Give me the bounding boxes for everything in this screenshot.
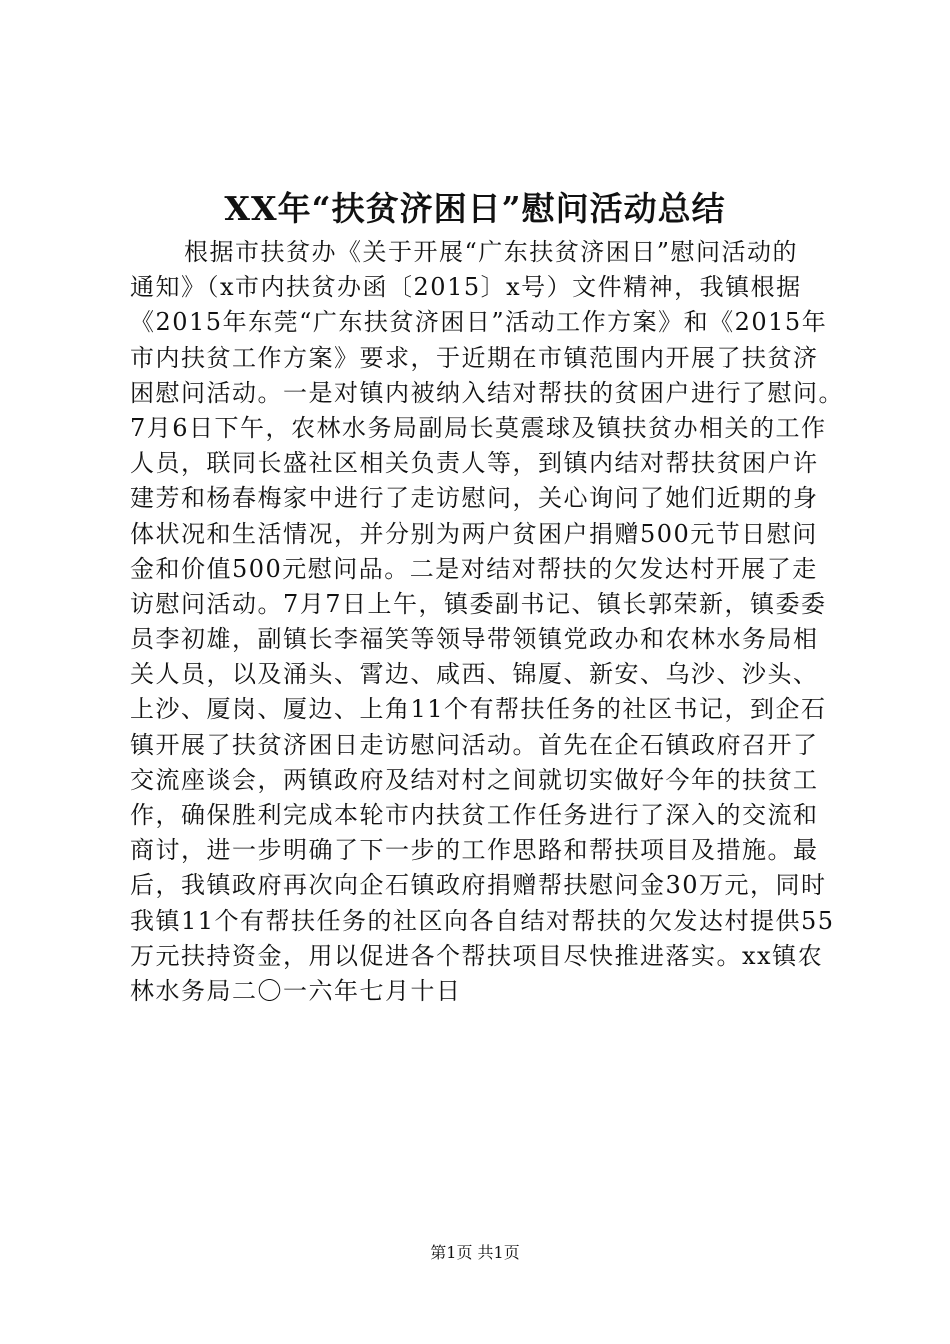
- body-line: 建芳和杨春梅家中进行了走访慰问，关心询问了她们近期的身: [130, 484, 819, 513]
- body-line: 市内扶贫工作方案》要求，于近期在市镇范围内开展了扶贫济: [130, 343, 819, 372]
- body-line: 根据市扶贫办《关于开展“广东扶贫济困日”慰问活动的: [184, 238, 799, 266]
- body-line: 《2015年东莞“广东扶贫济困日”活动工作方案》和《2015年: [130, 308, 828, 337]
- body-line: 镇开展了扶贫济困日走访慰问活动。首先在企石镇政府召开了: [130, 730, 819, 759]
- body-line: 后，我镇政府再次向企石镇政府捐赠帮扶慰问金30万元，同时: [130, 871, 827, 900]
- body-line: 人员，联同长盛社区相关负责人等，到镇内结对帮扶贫困户许: [130, 449, 819, 478]
- body-line: 困慰问活动。一是对镇内被纳入结对帮扶的贫困户进行了慰问。: [130, 378, 844, 407]
- body-line: 7月6日下午，农林水务局副局长莫震球及镇扶贫办相关的工作: [130, 413, 827, 442]
- body-line: 员李初雄，副镇长李福笑等领导带领镇党政办和农林水务局相: [130, 625, 819, 654]
- body-line: 商讨，进一步明确了下一步的工作思路和帮扶项目及措施。最: [130, 836, 819, 865]
- body-line: 作，确保胜利完成本轮市内扶贫工作任务进行了深入的交流和: [130, 801, 819, 829]
- body-line: 交流座谈会，两镇政府及结对村之间就切实做好今年的扶贫工: [130, 765, 819, 794]
- body-line: 上沙、厦岗、厦边、上角11个有帮扶任务的社区书记，到企石: [130, 695, 827, 724]
- body-line: 体状况和生活情况，并分别为两户贫困户捐赠500元节日慰问: [130, 519, 818, 548]
- body-line: 我镇11个有帮扶任务的社区向各自结对帮扶的欠发达村提供55: [130, 906, 835, 935]
- document-body: [130, 235, 850, 1009]
- body-line: 访慰问活动。7月7日上午，镇委副书记、镇长郭荣新，镇委委: [130, 589, 827, 618]
- body-line: 万元扶持资金，用以促进各个帮扶项目尽快推进落实。xx镇农: [130, 941, 824, 970]
- body-line: 金和价值500元慰问品。二是对结对帮扶的欠发达村开展了走: [130, 554, 818, 583]
- body-line: 关人员，以及涌头、霄边、咸西、锦厦、新安、乌沙、沙头、: [130, 660, 819, 689]
- page-number-footer: 第1页 共1页: [430, 1243, 520, 1262]
- document-title: XX年“扶贫济困日”慰问活动总结: [224, 189, 726, 228]
- body-line: 林水务局二〇一六年七月十日: [130, 976, 462, 1005]
- body-line: 通知》（x市内扶贫办函〔2015〕x号）文件精神，我镇根据: [130, 273, 802, 302]
